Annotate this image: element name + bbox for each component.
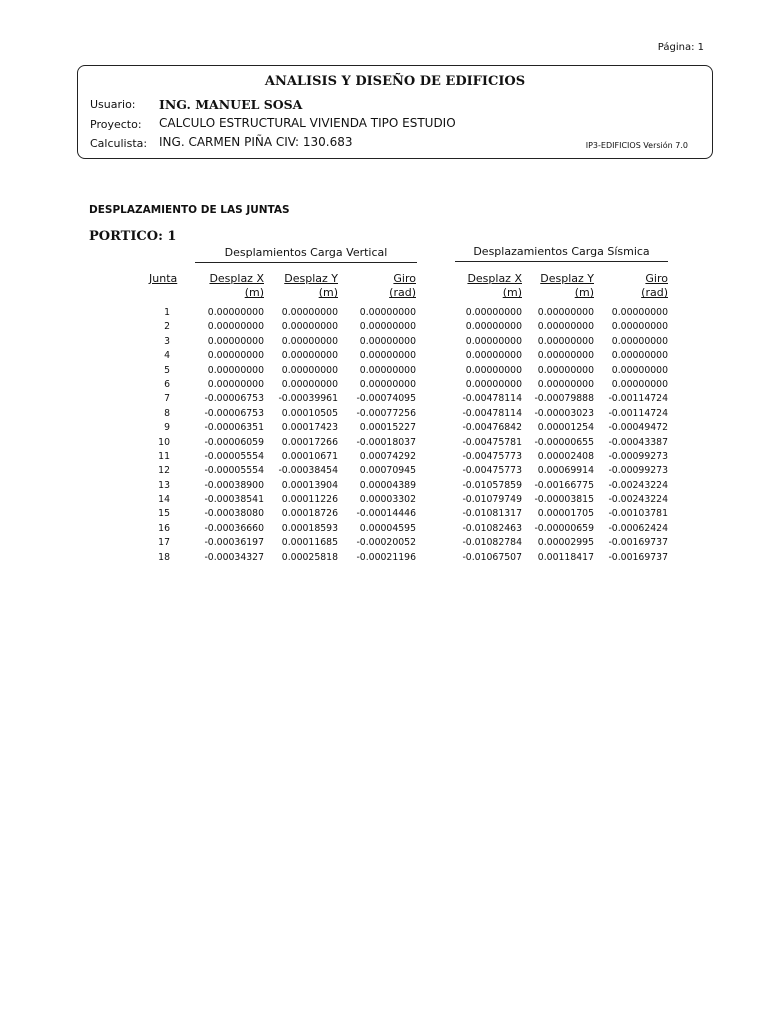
cell-dy-sismica: 0.00001254 <box>537 422 594 434</box>
cell-giro-sismica: 0.00000000 <box>611 335 668 347</box>
cell-dx-sismica: 0.00000000 <box>465 307 522 318</box>
cell-dy-sismica: -0.00003023 <box>534 407 594 419</box>
cell-dy-vertical: 0.00013904 <box>281 479 338 491</box>
col-header-label: Desplaz X <box>209 272 264 285</box>
cell-dy-sismica: -0.00003815 <box>534 494 594 506</box>
col-header-giro-vertical <box>340 272 416 300</box>
cell-giro-sismica: 0.00000000 <box>611 378 668 390</box>
cell-dx-vertical: -0.00036197 <box>204 537 264 549</box>
group-line-sismica <box>455 261 668 262</box>
cell-dy-sismica: 0.00000000 <box>537 350 594 362</box>
cell-dx-sismica: -0.01082784 <box>462 537 522 549</box>
cell-junta: 10 <box>158 436 170 448</box>
col-header-dx-vertical <box>190 272 264 300</box>
cell-dy-sismica: 0.00118417 <box>537 551 594 563</box>
cell-junta: 11 <box>158 450 170 462</box>
cell-dy-vertical: 0.00017266 <box>281 436 338 448</box>
report-title: ANALISIS Y DISEÑO DE EDIFICIOS <box>264 74 526 89</box>
col-header-unit: (m) <box>574 286 594 299</box>
cell-giro-vertical: 0.00000000 <box>359 307 416 318</box>
table-row <box>0 307 768 321</box>
table-row <box>0 408 768 422</box>
cell-dx-sismica: -0.01082463 <box>462 522 522 534</box>
cell-junta: 16 <box>158 522 170 534</box>
cell-dx-sismica: 0.00000000 <box>465 321 522 333</box>
cell-giro-sismica: 0.00000000 <box>611 321 668 333</box>
cell-giro-vertical: 0.00000000 <box>359 335 416 347</box>
cell-dx-sismica: -0.01079749 <box>462 494 522 506</box>
table-row <box>0 552 768 566</box>
cell-dx-sismica: 0.00000000 <box>465 350 522 362</box>
cell-dx-vertical: -0.00006753 <box>204 407 264 419</box>
cell-giro-sismica: -0.00243224 <box>608 479 668 491</box>
cell-giro-vertical: -0.00018037 <box>356 436 416 448</box>
cell-giro-vertical: 0.00000000 <box>359 321 416 333</box>
table-row <box>0 393 768 407</box>
cell-dx-vertical: -0.00038900 <box>204 479 264 491</box>
cell-junta: 7 <box>164 393 170 405</box>
cell-dy-vertical: 0.00000000 <box>281 321 338 333</box>
cell-giro-sismica: -0.00103781 <box>608 508 668 520</box>
cell-dx-sismica: 0.00000000 <box>465 364 522 376</box>
table-row <box>0 480 768 494</box>
table-row <box>0 321 768 335</box>
cell-dy-vertical: 0.00000000 <box>281 364 338 376</box>
software-version: IP3-EDIFICIOS Versión 7.0 <box>585 141 688 150</box>
cell-dy-vertical: 0.00025818 <box>281 551 338 563</box>
cell-junta: 17 <box>158 537 170 549</box>
cell-dy-sismica: 0.00002408 <box>537 450 594 462</box>
table-row <box>0 508 768 522</box>
section-title: DESPLAZAMIENTO DE LAS JUNTAS <box>89 204 290 216</box>
cell-dx-vertical: 0.00000000 <box>207 378 264 390</box>
cell-giro-sismica: -0.00169737 <box>608 537 668 549</box>
proyecto-value: CALCULO ESTRUCTURAL VIVIENDA TIPO ESTUDIO <box>159 116 456 130</box>
cell-giro-vertical: 0.00070945 <box>359 465 416 477</box>
cell-junta: 2 <box>164 321 170 333</box>
page-number: Página: 1 <box>657 42 704 53</box>
cell-giro-sismica: 0.00000000 <box>611 350 668 362</box>
report-header <box>77 65 713 159</box>
cell-dx-sismica: -0.00478114 <box>462 407 522 419</box>
displacement-table-body <box>0 307 768 566</box>
cell-junta: 12 <box>158 465 170 477</box>
table-row <box>0 422 768 436</box>
cell-giro-sismica: -0.00169737 <box>608 551 668 563</box>
col-header-label: Giro <box>393 272 416 285</box>
cell-junta: 1 <box>164 307 170 318</box>
table-row <box>0 451 768 465</box>
cell-dy-sismica: 0.00002995 <box>537 537 594 549</box>
group-title-vertical: Desplamientos Carga Vertical <box>224 246 388 259</box>
cell-dx-sismica: -0.01067507 <box>462 551 522 563</box>
col-header-unit: (rad) <box>389 286 416 299</box>
cell-junta: 3 <box>164 335 170 347</box>
col-header-dx-sismica <box>450 272 522 300</box>
cell-junta: 18 <box>158 551 170 563</box>
cell-giro-sismica: 0.00000000 <box>611 307 668 318</box>
cell-giro-sismica: -0.00099273 <box>608 465 668 477</box>
cell-dy-sismica: 0.00001705 <box>537 508 594 520</box>
group-title-sismica: Desplazamientos Carga Sísmica <box>473 245 650 258</box>
cell-junta: 4 <box>164 350 170 362</box>
cell-dy-sismica: 0.00000000 <box>537 335 594 347</box>
col-header-unit: (m) <box>502 286 522 299</box>
cell-dy-vertical: 0.00018593 <box>281 522 338 534</box>
cell-giro-vertical: -0.00074095 <box>356 393 416 405</box>
usuario-value: ING. MANUEL SOSA <box>159 97 303 112</box>
col-header-giro-sismica <box>594 272 668 300</box>
cell-giro-sismica: -0.00114724 <box>608 393 668 405</box>
cell-dx-vertical: -0.00038080 <box>204 508 264 520</box>
cell-dy-vertical: 0.00000000 <box>281 350 338 362</box>
portico-title: PORTICO: 1 <box>89 229 177 244</box>
cell-giro-vertical: 0.00000000 <box>359 364 416 376</box>
cell-dy-sismica: -0.00000659 <box>534 522 594 534</box>
cell-giro-sismica: -0.00049472 <box>608 422 668 434</box>
cell-junta: 13 <box>158 479 170 491</box>
cell-dy-vertical: 0.00018726 <box>281 508 338 520</box>
cell-dx-sismica: -0.00476842 <box>462 422 522 434</box>
cell-dx-vertical: -0.00005554 <box>204 450 264 462</box>
cell-giro-vertical: 0.00004389 <box>359 479 416 491</box>
cell-dx-vertical: 0.00000000 <box>207 364 264 376</box>
cell-giro-vertical: 0.00074292 <box>359 450 416 462</box>
cell-giro-sismica: -0.00043387 <box>608 436 668 448</box>
table-row <box>0 379 768 393</box>
cell-junta: 9 <box>164 422 170 434</box>
cell-dy-vertical: -0.00039961 <box>278 393 338 405</box>
col-header-dy-vertical <box>262 272 338 300</box>
cell-dy-sismica: 0.00000000 <box>537 307 594 318</box>
cell-dy-sismica: 0.00069914 <box>537 465 594 477</box>
cell-dy-vertical: 0.00010505 <box>281 407 338 419</box>
calculista-value: ING. CARMEN PIÑA CIV: 130.683 <box>159 135 353 149</box>
cell-dx-vertical: -0.00006351 <box>204 422 264 434</box>
table-row <box>0 336 768 350</box>
cell-giro-sismica: -0.00243224 <box>608 494 668 506</box>
cell-dy-sismica: -0.00166775 <box>534 479 594 491</box>
cell-junta: 6 <box>164 378 170 390</box>
proyecto-label: Proyecto: <box>90 118 142 131</box>
calculista-label: Calculista: <box>90 137 148 150</box>
cell-dy-sismica: 0.00000000 <box>537 364 594 376</box>
cell-giro-vertical: -0.00077256 <box>356 407 416 419</box>
col-header-unit: (m) <box>244 286 264 299</box>
table-row <box>0 437 768 451</box>
cell-giro-sismica: -0.00062424 <box>608 522 668 534</box>
cell-dx-vertical: -0.00006059 <box>204 436 264 448</box>
cell-dx-vertical: -0.00038541 <box>204 494 264 506</box>
cell-dx-vertical: -0.00036660 <box>204 522 264 534</box>
cell-dy-sismica: 0.00000000 <box>537 321 594 333</box>
cell-dx-vertical: 0.00000000 <box>207 350 264 362</box>
cell-junta: 14 <box>158 494 170 506</box>
table-row <box>0 350 768 364</box>
cell-dy-vertical: 0.00000000 <box>281 307 338 318</box>
table-row <box>0 523 768 537</box>
cell-junta: 8 <box>164 407 170 419</box>
cell-dx-vertical: 0.00000000 <box>207 321 264 333</box>
cell-giro-vertical: -0.00021196 <box>356 551 416 563</box>
cell-dy-vertical: 0.00000000 <box>281 335 338 347</box>
cell-dx-sismica: 0.00000000 <box>465 378 522 390</box>
cell-dy-vertical: 0.00000000 <box>281 378 338 390</box>
col-header-label: Giro <box>645 272 668 285</box>
cell-dx-sismica: -0.00475781 <box>462 436 522 448</box>
cell-dy-sismica: -0.00079888 <box>534 393 594 405</box>
cell-dx-sismica: -0.00478114 <box>462 393 522 405</box>
cell-dy-vertical: 0.00010671 <box>281 450 338 462</box>
cell-junta: 5 <box>164 364 170 376</box>
cell-dx-vertical: 0.00000000 <box>207 307 264 318</box>
table-row <box>0 465 768 479</box>
cell-dy-vertical: 0.00011685 <box>281 537 338 549</box>
cell-giro-vertical: 0.00000000 <box>359 378 416 390</box>
cell-dx-vertical: 0.00000000 <box>207 335 264 347</box>
col-header-unit: (m) <box>318 286 338 299</box>
col-header-label: Desplaz Y <box>540 272 594 285</box>
cell-giro-vertical: 0.00015227 <box>359 422 416 434</box>
col-header-dy-sismica <box>520 272 594 300</box>
cell-dy-sismica: -0.00000655 <box>534 436 594 448</box>
cell-giro-sismica: 0.00000000 <box>611 364 668 376</box>
cell-dx-sismica: -0.00475773 <box>462 450 522 462</box>
cell-giro-vertical: -0.00020052 <box>356 537 416 549</box>
cell-dx-sismica: 0.00000000 <box>465 335 522 347</box>
cell-giro-vertical: 0.00004595 <box>359 522 416 534</box>
table-row <box>0 494 768 508</box>
group-line-vertical <box>195 262 417 263</box>
cell-dy-vertical: -0.00038454 <box>278 465 338 477</box>
cell-dy-vertical: 0.00017423 <box>281 422 338 434</box>
col-header-unit: (rad) <box>641 286 668 299</box>
table-row <box>0 365 768 379</box>
cell-dx-sismica: -0.01057859 <box>462 479 522 491</box>
cell-giro-sismica: -0.00114724 <box>608 407 668 419</box>
cell-dy-sismica: 0.00000000 <box>537 378 594 390</box>
cell-dx-sismica: -0.00475773 <box>462 465 522 477</box>
cell-giro-vertical: 0.00003302 <box>359 494 416 506</box>
usuario-label: Usuario: <box>90 98 136 111</box>
cell-dx-vertical: -0.00006753 <box>204 393 264 405</box>
cell-dx-sismica: -0.01081317 <box>462 508 522 520</box>
col-header-label: Desplaz X <box>467 272 522 285</box>
cell-giro-sismica: -0.00099273 <box>608 450 668 462</box>
cell-dx-vertical: -0.00034327 <box>204 551 264 563</box>
cell-dx-vertical: -0.00005554 <box>204 465 264 477</box>
table-row <box>0 537 768 551</box>
cell-dy-vertical: 0.00011226 <box>281 494 338 506</box>
col-header-label: Desplaz Y <box>284 272 338 285</box>
col-header-junta: Junta <box>149 272 178 285</box>
cell-giro-vertical: -0.00014446 <box>356 508 416 520</box>
cell-junta: 15 <box>158 508 170 520</box>
cell-giro-vertical: 0.00000000 <box>359 350 416 362</box>
